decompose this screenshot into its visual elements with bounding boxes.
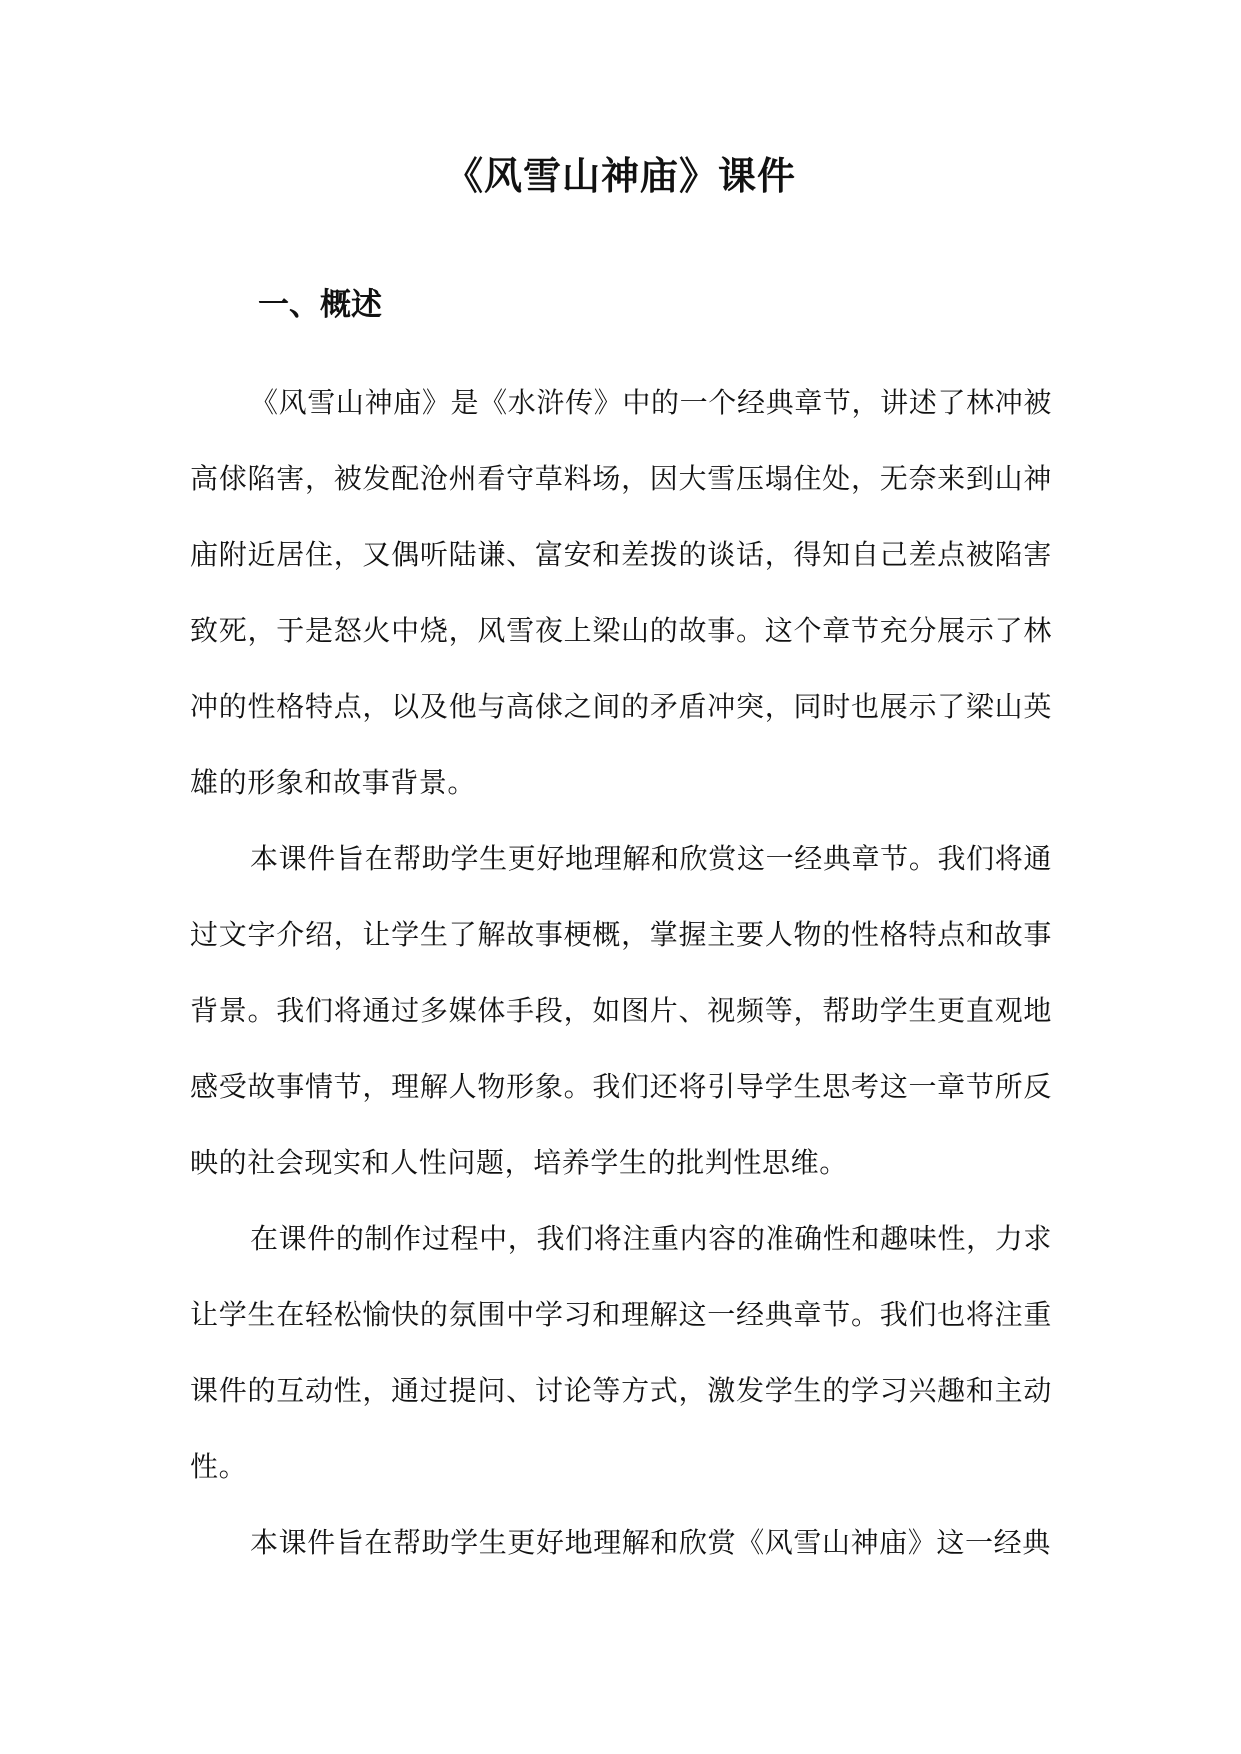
section-heading-overview: 一、概述 — [258, 287, 382, 323]
paragraph-2: 本课件旨在帮助学生更好地理解和欣赏这一经典章节。我们将通过文字介绍，让学生了解故事梗概，掌握主要人物的性格特点和故事背景。我们将通过多媒体手段，如图片、视频等，帮助学生更直观地感受故事情节，理解人物形象。我们还将引导学生思考这一章节所反映的社会现实和人性问题，培养学生的批判性思维。 — [190, 842, 1052, 1179]
document-title: 《风雪山神庙》课件 — [444, 154, 796, 198]
paragraph-1: 《风雪山神庙》是《水浒传》中的一个经典章节，讲述了林冲被高俅陷害，被发配沧州看守草料场，因大雪压塌住处，无奈来到山神庙附近居住，又偶听陆谦、富安和差拨的谈话，得知自己差点被陷害致死，于是怒火中烧，风雪夜上梁山的故事。这个章节充分展示了林冲的性格特点，以及他与高俅之间的矛盾冲突，同时也展示了梁山英雄的形象和故事背景。 — [190, 386, 1052, 799]
paragraph-3: 在课件的制作过程中，我们将注重内容的准确性和趣味性，力求让学生在轻松愉快的氛围中学习和理解这一经典章节。我们也将注重课件的互动性，通过提问、讨论等方式，激发学生的学习兴趣和主动性。 — [190, 1222, 1052, 1483]
document-body — [190, 365, 1052, 1581]
paragraph-4: 本课件旨在帮助学生更好地理解和欣赏《风雪山神庙》这一经典 — [250, 1526, 1051, 1559]
